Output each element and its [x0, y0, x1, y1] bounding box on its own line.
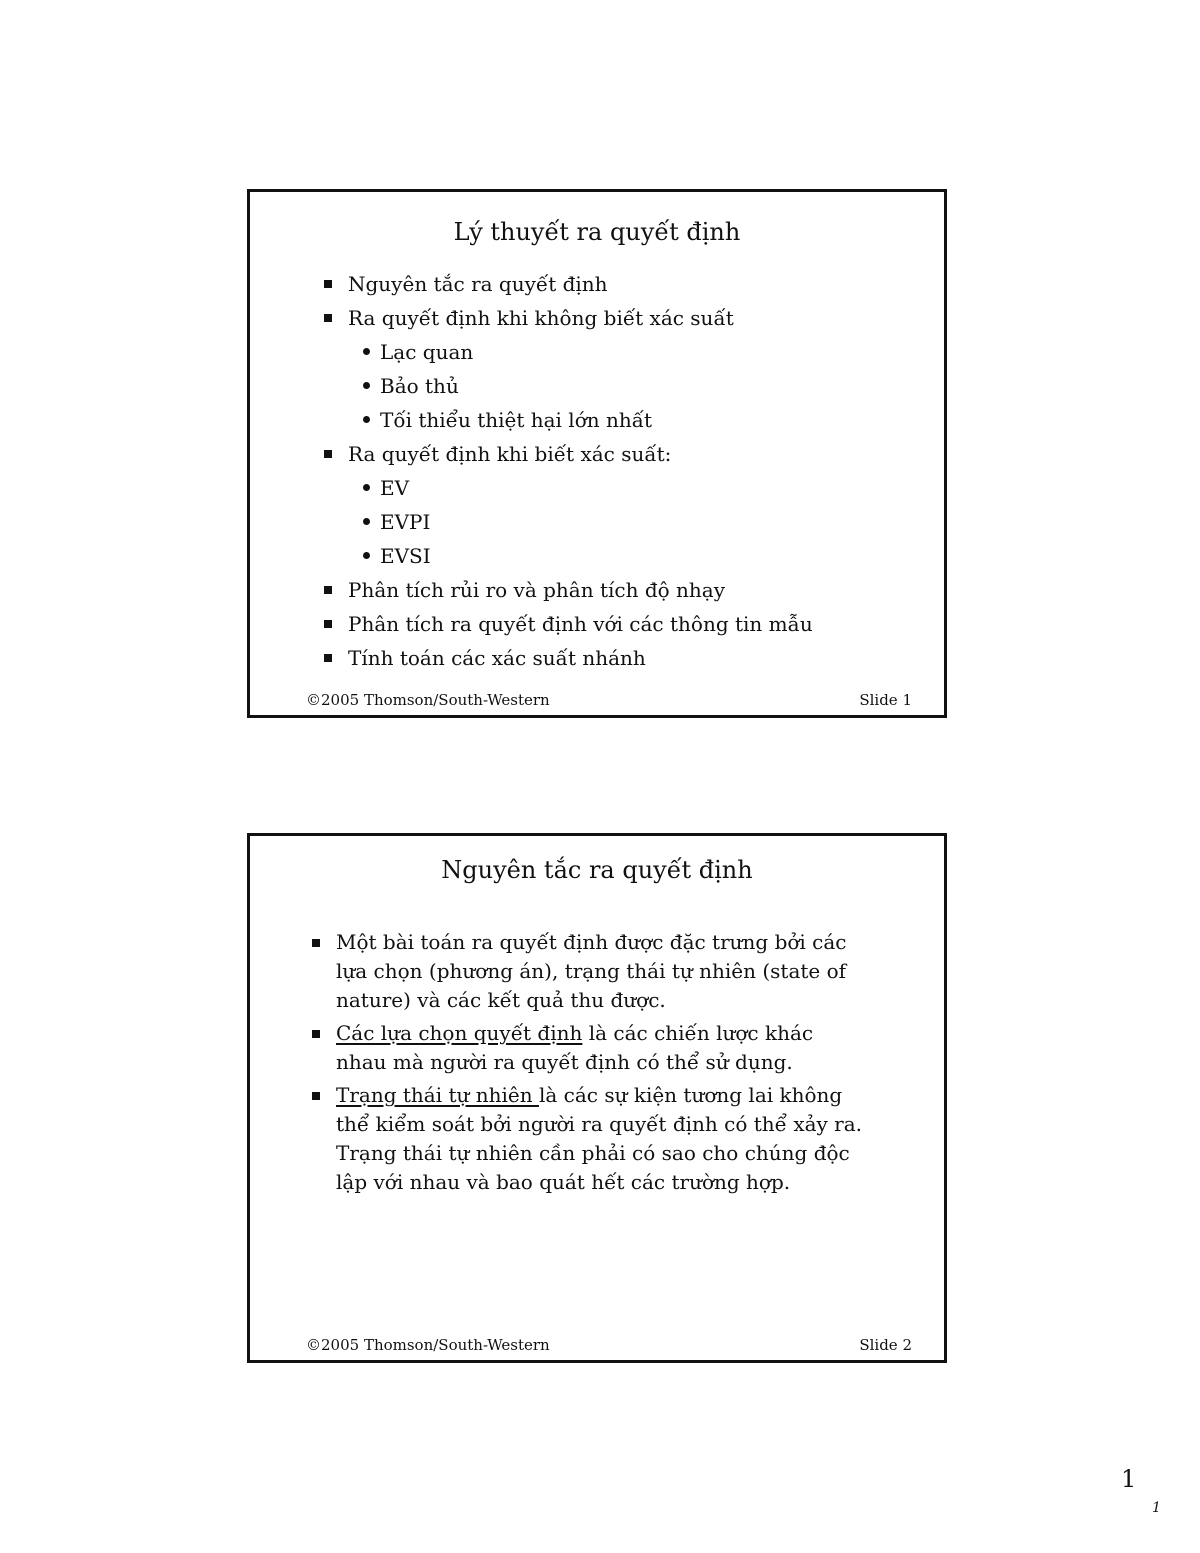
list-item: Tối thiểu thiệt hại lớn nhất — [322, 403, 922, 437]
slide-number: Slide 1 — [859, 691, 912, 709]
bullet-list — [310, 928, 870, 1201]
bullet-text: là các chiến lược khác nhau mà người ra quyết định có thể sử dụng. — [336, 1021, 814, 1074]
list-item: Ra quyết định khi biết xác suất: — [322, 437, 922, 471]
list-item: EV — [322, 471, 922, 505]
list-item: Tính toán các xác suất nhánh — [322, 641, 922, 675]
list-item: EVSI — [322, 539, 922, 573]
list-item: Nguyên tắc ra quyết định — [322, 267, 922, 301]
list-item: Phân tích rủi ro và phân tích độ nhạy — [322, 573, 922, 607]
bullet-list — [322, 267, 922, 675]
list-item: Ra quyết định khi không biết xác suất — [322, 301, 922, 335]
copyright-footer: ©2005 Thomson/South-Western — [306, 1336, 550, 1354]
list-item: Lạc quan — [322, 335, 922, 369]
copyright-footer: ©2005 Thomson/South-Western — [306, 691, 550, 709]
slide-2 — [247, 833, 947, 1363]
page-mark: 1 — [1152, 1500, 1161, 1516]
slide-1 — [247, 189, 947, 718]
underlined-term: Các lựa chọn quyết định — [336, 1021, 583, 1045]
list-item: Bảo thủ — [322, 369, 922, 403]
slide-title: Nguyên tắc ra quyết định — [441, 856, 753, 884]
list-item — [310, 1019, 870, 1077]
underlined-term: Trạng thái tự nhiên — [336, 1083, 539, 1107]
list-item — [310, 928, 870, 1015]
list-item: EVPI — [322, 505, 922, 539]
bullet-text: là các sự kiện tương lai không thể kiểm soát bởi người ra quyết định có thể xảy ra. Trạng thái tự nhiên cần phải có sao cho chúng độc lập với nhau và bao quát hết các trường hợp. — [336, 1083, 863, 1194]
bullet-text: Một bài toán ra quyết định được đặc trưng bởi các lựa chọn (phương án), trạng thái tự nhiên (state of nature) và các kết quả thu được. — [336, 930, 847, 1012]
list-item: Phân tích ra quyết định với các thông tin mẫu — [322, 607, 922, 641]
list-item — [310, 1081, 870, 1197]
slide-title: Lý thuyết ra quyết định — [453, 218, 741, 246]
page-number: 1 — [1121, 1465, 1137, 1493]
slide-number: Slide 2 — [859, 1336, 912, 1354]
